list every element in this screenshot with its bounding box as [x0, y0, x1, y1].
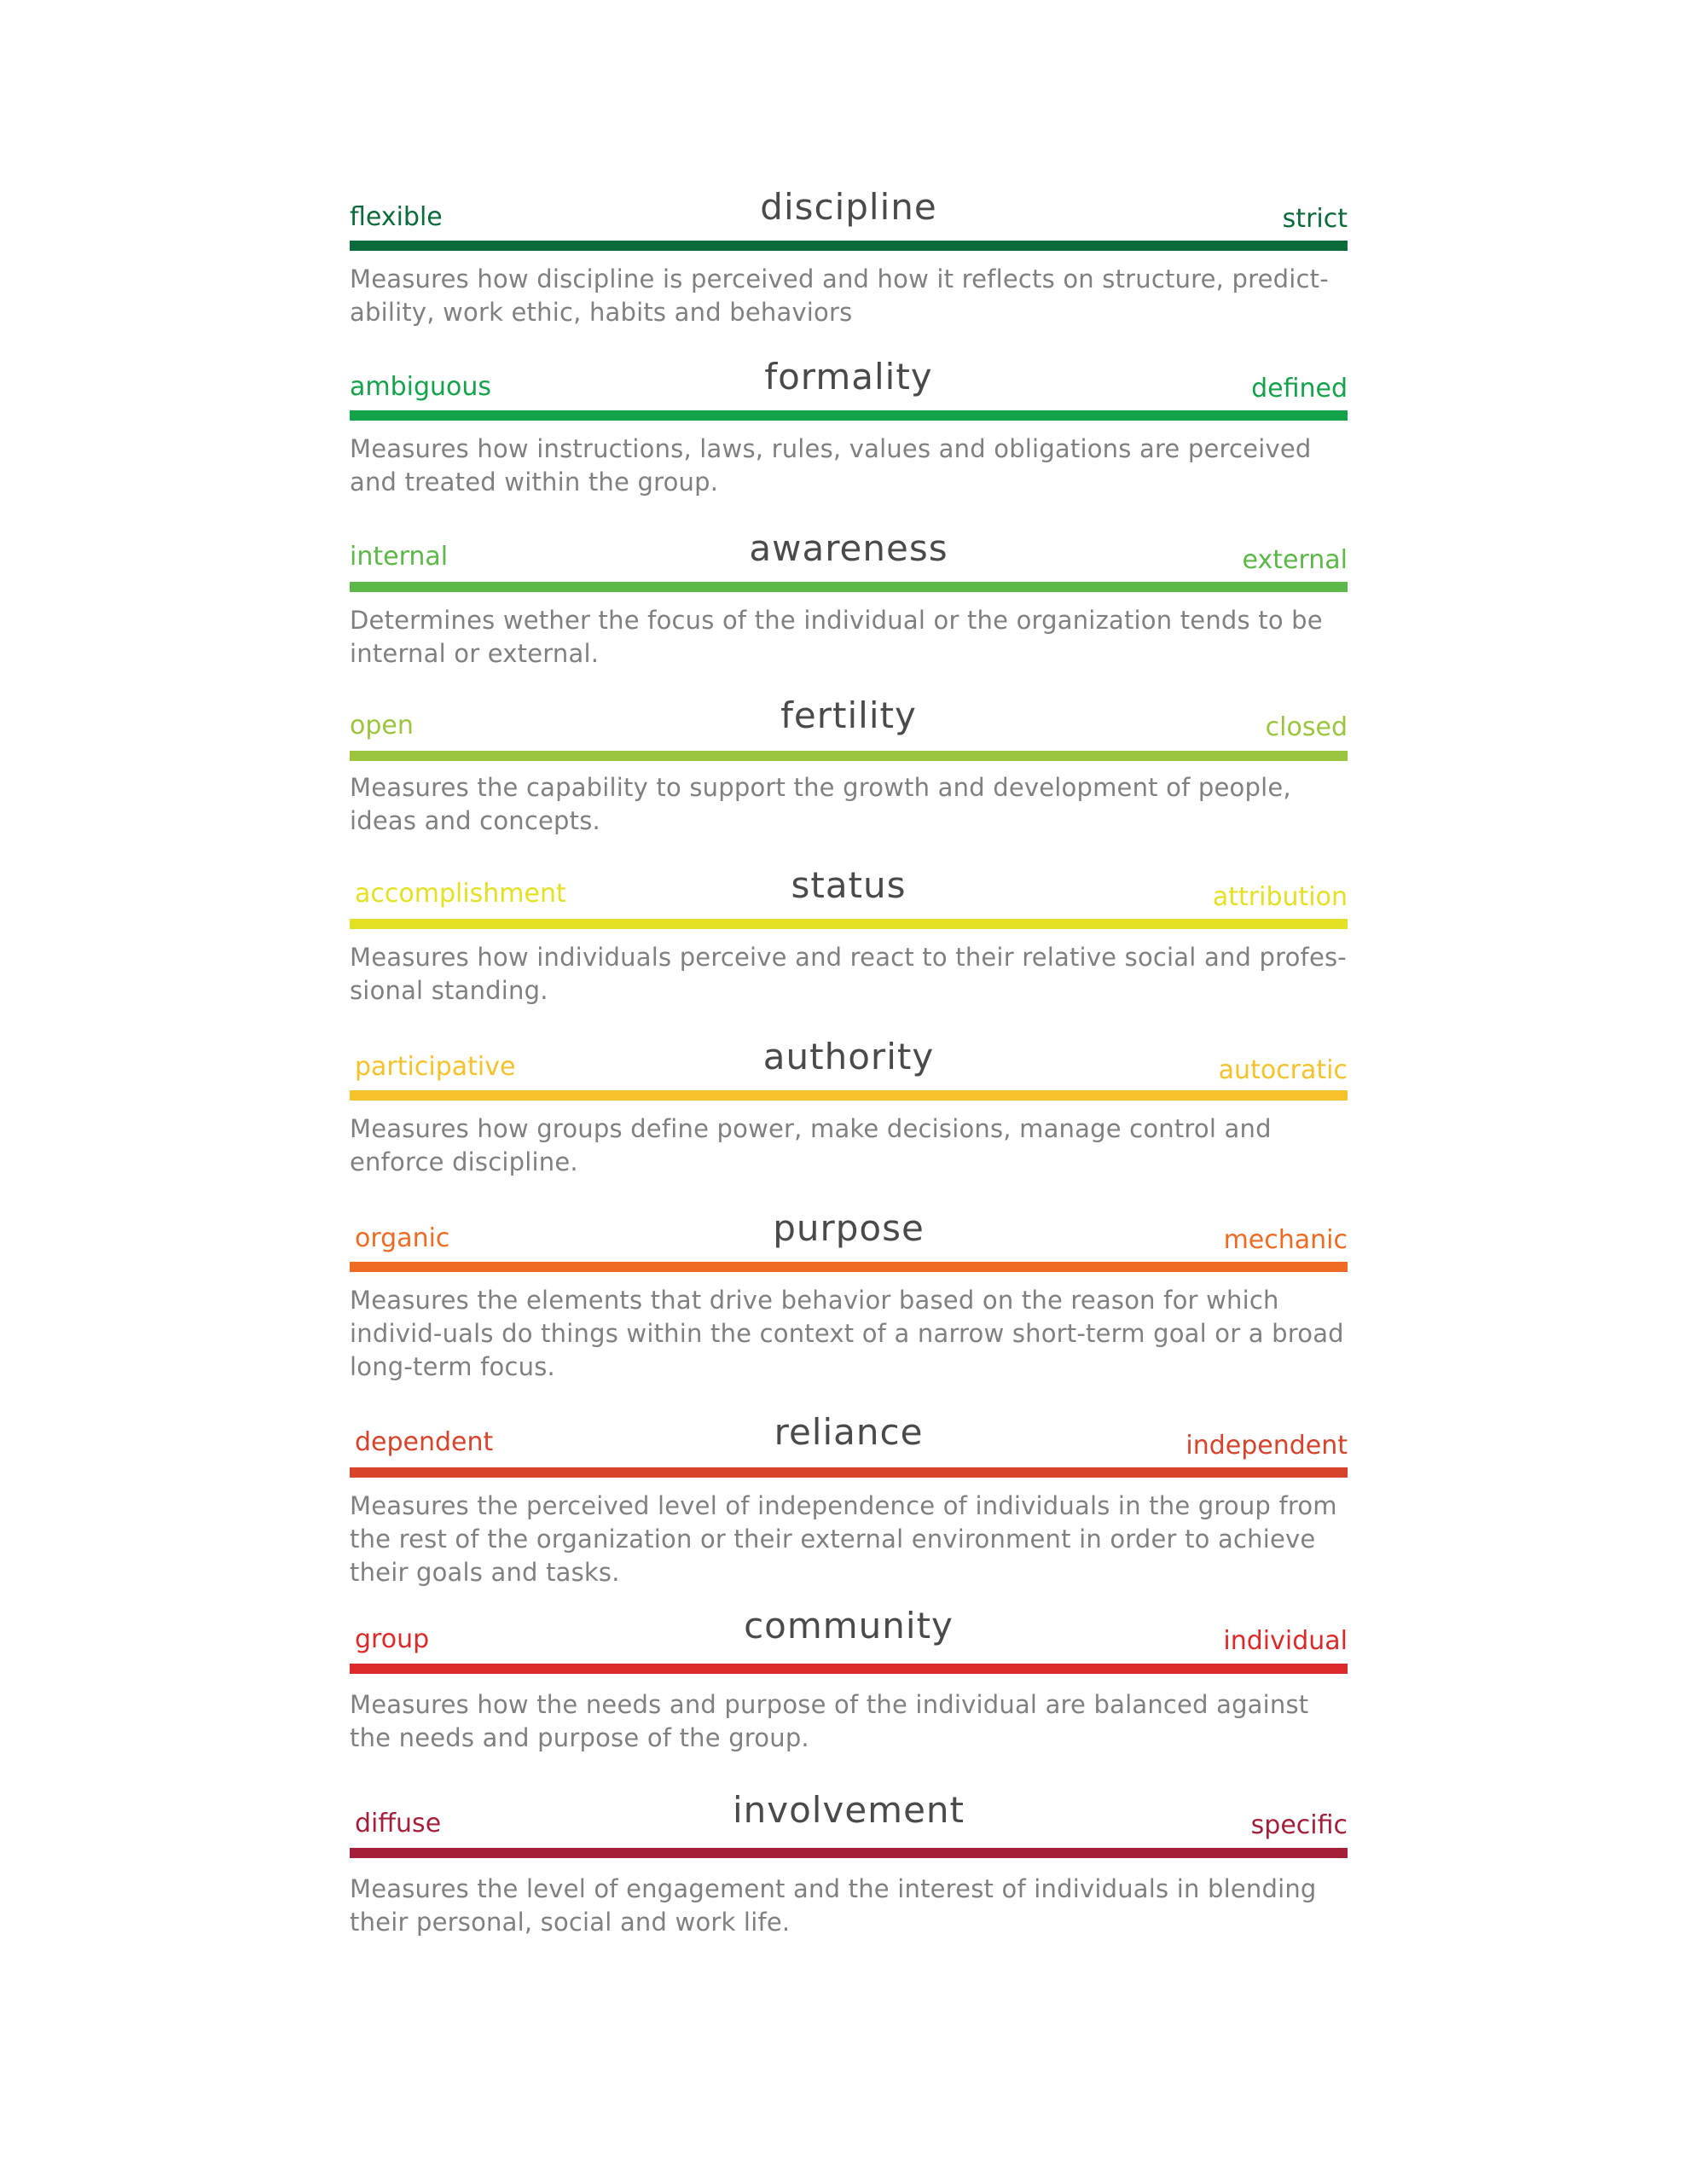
dimension-right-label: external	[1242, 545, 1348, 575]
dimension-title: discipline	[760, 186, 937, 228]
dimension-left-label: organic	[355, 1223, 450, 1253]
dimension-title: reliance	[774, 1411, 924, 1453]
dimension-title: community	[744, 1605, 954, 1647]
dimension-right-label: specific	[1250, 1810, 1348, 1840]
dimension-right-label: defined	[1251, 374, 1348, 404]
dimension-scale-bar	[350, 751, 1348, 761]
dimension-scale-bar	[350, 241, 1348, 251]
dimension-scale-bar	[350, 1848, 1348, 1858]
dimension-scale-bar	[350, 919, 1348, 929]
dimension-right-label: attribution	[1212, 882, 1348, 912]
dimension-left-label: ambiguous	[350, 372, 492, 402]
dimension-title: fertility	[780, 694, 917, 736]
dimension-right-label: independent	[1186, 1431, 1348, 1461]
dimension-description: Measures how the needs and purpose of the individual are balanced against the needs and purpose of the group.	[350, 1690, 1309, 1752]
dimension-description: Measures the perceived level of independence of individuals in the group from the rest of the organization or their external environment in order to achieve their goals and tasks.	[350, 1491, 1337, 1587]
dimension-title: status	[791, 864, 907, 906]
dimension-description: Measures how instructions, laws, rules, values and obligations are perceived and treated within the group.	[350, 434, 1312, 497]
dimension-left-label: participative	[355, 1052, 516, 1082]
dimension-description: Measures the capability to support the growth and development of people, ideas and concepts.	[350, 773, 1291, 835]
dimension-scale-bar	[350, 582, 1348, 592]
dimension-left-label: group	[355, 1624, 430, 1654]
dimension-description: Measures how individuals perceive and react to their relative social and profes-sional standing.	[350, 943, 1347, 1005]
dimension-title: authority	[762, 1036, 935, 1077]
dimension-scale-bar	[350, 1090, 1348, 1101]
dimension-left-label: flexible	[350, 202, 443, 232]
dimension-right-label: closed	[1265, 712, 1348, 742]
dimension-right-label: autocratic	[1218, 1055, 1348, 1085]
dimension-description: Determines wether the focus of the individual or the organization tends to be internal or external.	[350, 606, 1323, 668]
dimension-description: Measures the level of engagement and the interest of individuals in blending their personal, social and work life.	[350, 1874, 1317, 1937]
dimension-left-label: dependent	[355, 1427, 494, 1457]
dimension-scale-bar	[350, 1262, 1348, 1272]
dimension-left-label: accomplishment	[355, 879, 566, 909]
dimension-title: involvement	[732, 1789, 965, 1831]
dimension-left-label: diffuse	[355, 1809, 442, 1838]
dimension-title: awareness	[749, 527, 948, 569]
dimension-right-label: strict	[1282, 204, 1348, 234]
dimension-scale-bar	[350, 410, 1348, 421]
dimension-description: Measures how discipline is perceived and how it reflects on structure, predict-ability, work ethic, habits and behaviors	[350, 264, 1329, 327]
dimension-scale-bar	[350, 1664, 1348, 1674]
dimension-title: purpose	[773, 1207, 925, 1249]
dimension-scale-bar	[350, 1467, 1348, 1478]
dimension-right-label: individual	[1223, 1626, 1348, 1656]
dimension-description: Measures how groups define power, make decisions, manage control and enforce discipline.	[350, 1114, 1272, 1176]
dimension-left-label: open	[350, 711, 414, 741]
dimension-description: Measures the elements that drive behavior based on the reason for which individ-uals do things within the context of a narrow short-term goal or a broad long-term focus.	[350, 1286, 1344, 1381]
dimension-left-label: internal	[350, 542, 449, 572]
dimension-title: formality	[764, 356, 933, 398]
dimension-right-label: mechanic	[1223, 1225, 1348, 1255]
